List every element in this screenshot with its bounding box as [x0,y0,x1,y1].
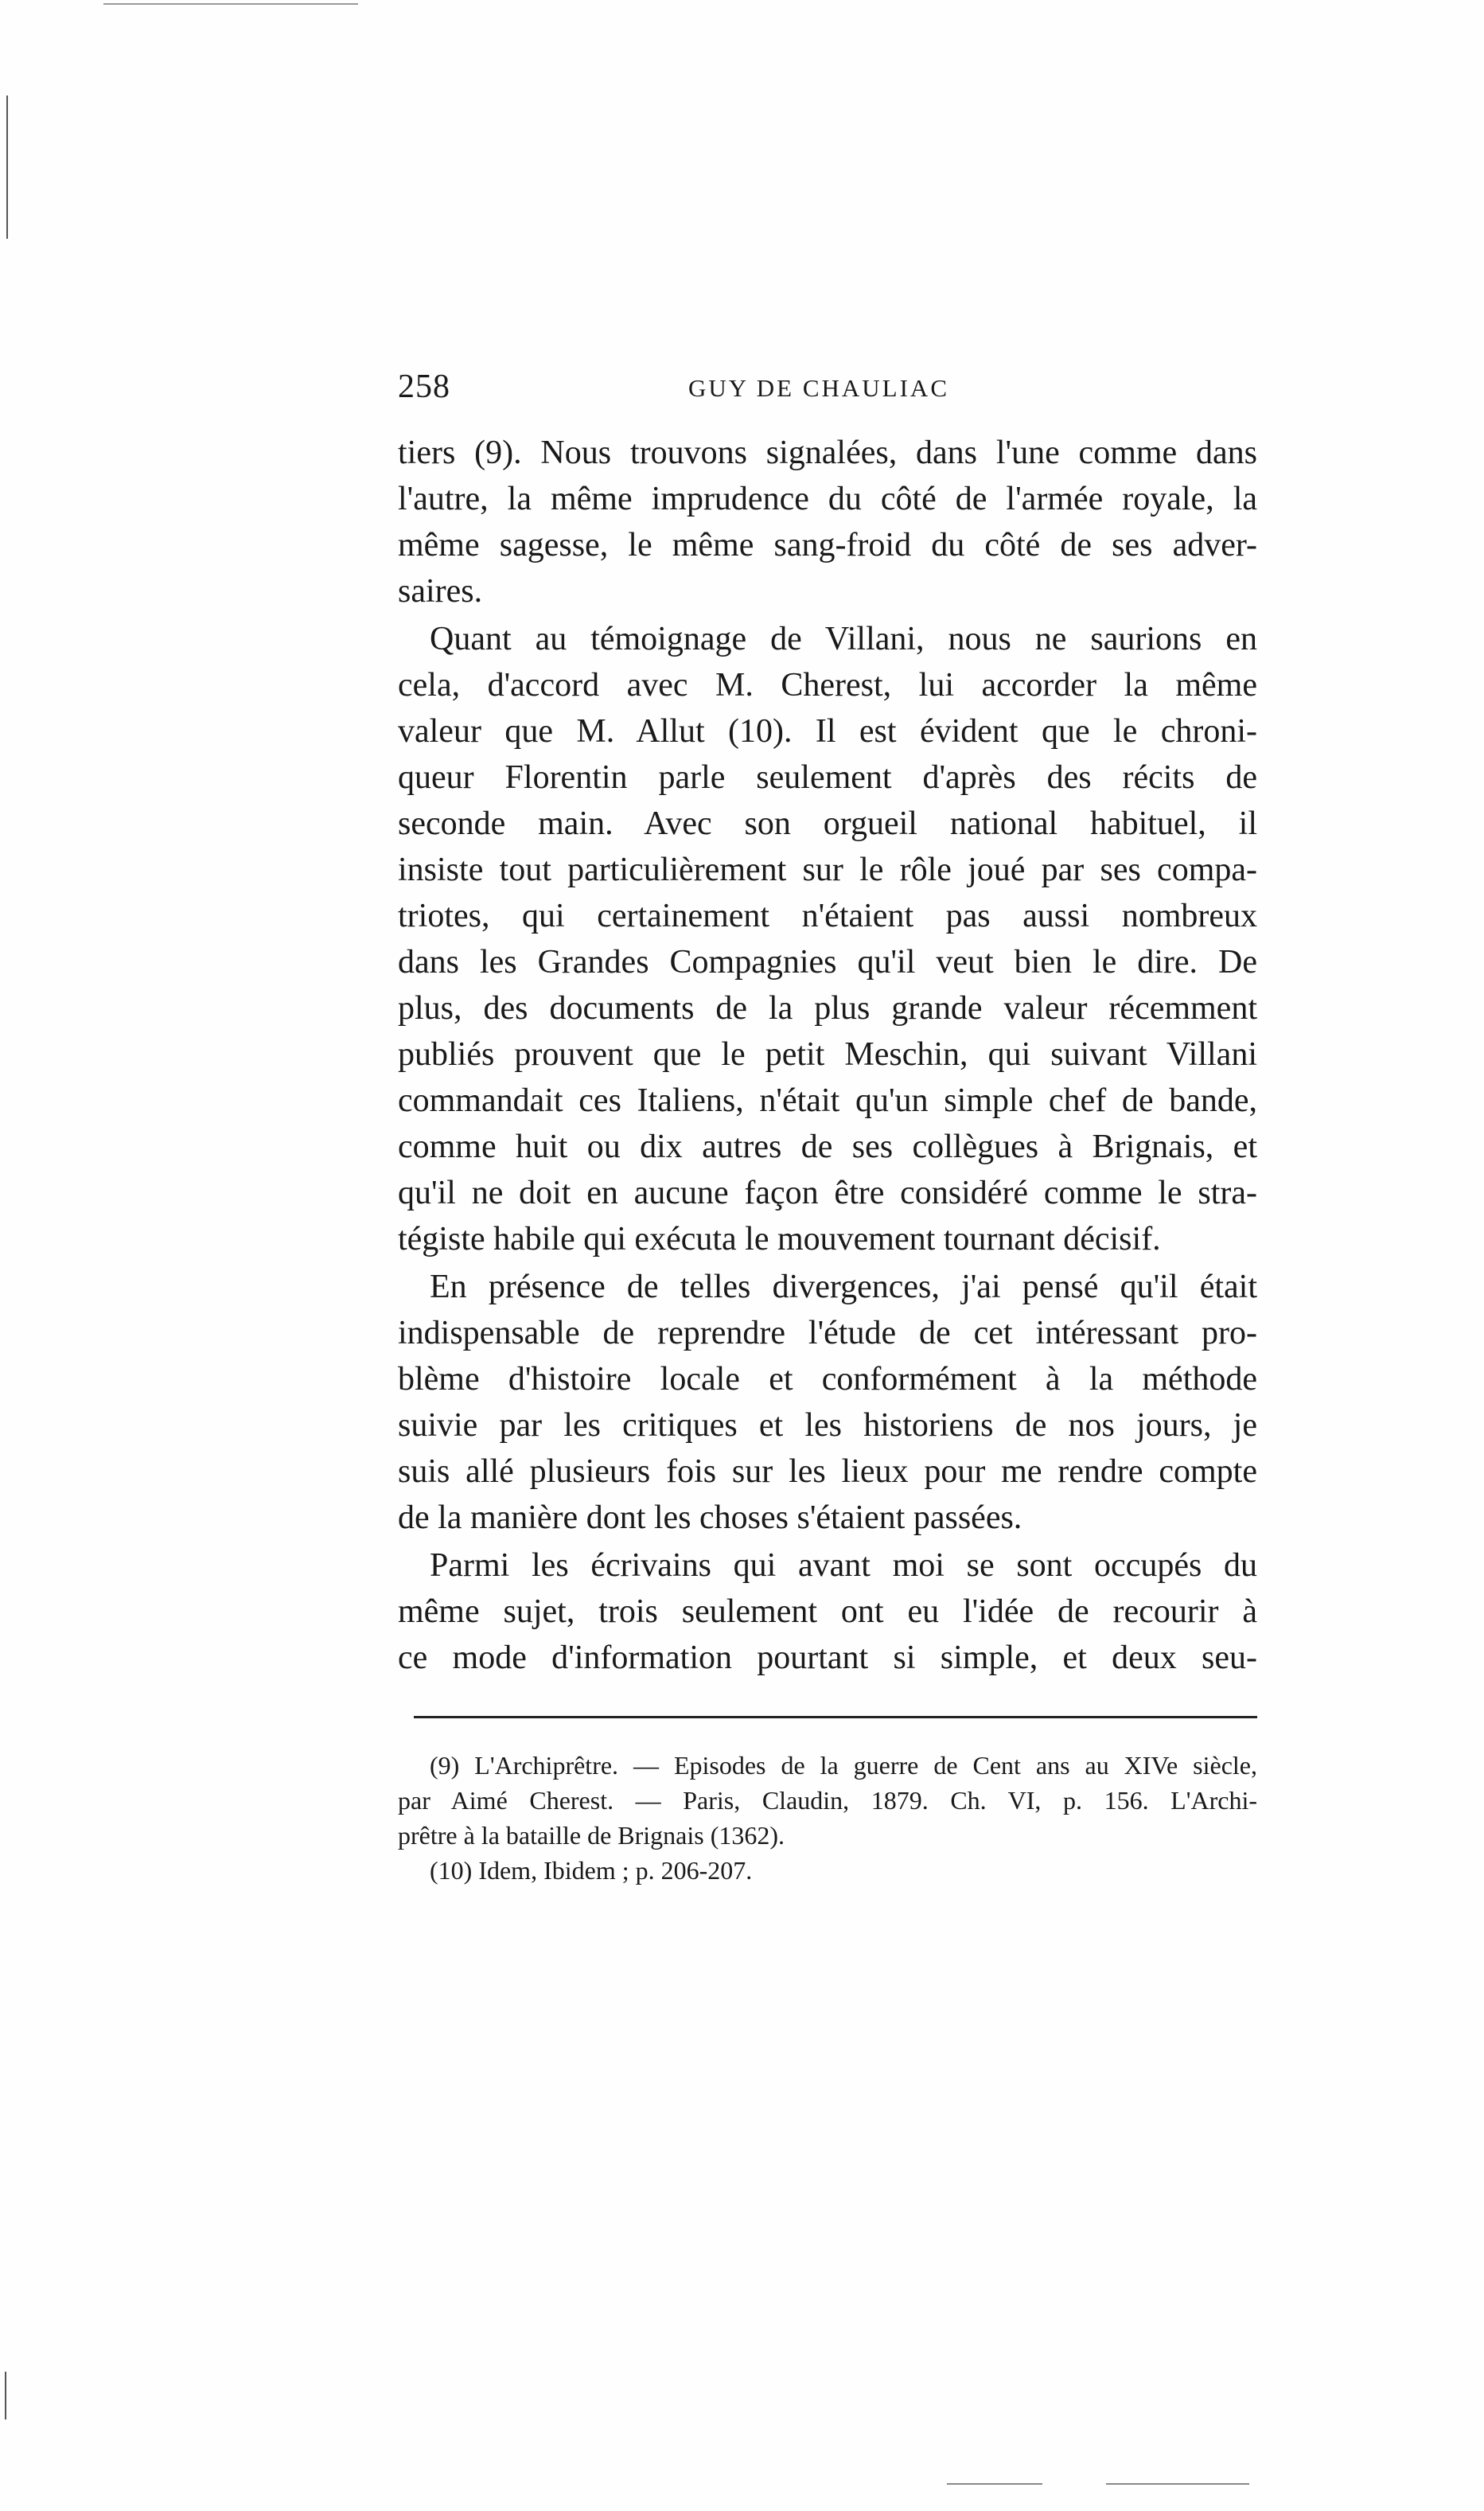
scan-edge-mark [6,96,8,239]
footnote-line: (9) L'Archiprêtre. — Episodes de la guerre de Cent ans au XIVe siècle, [430,1751,1257,1780]
text-line: qu'il ne doit en aucune façon être considéré comme le stra- [398,1175,1257,1211]
text-line: l'autre, la même imprudence du côté de l'armée royale, la [398,481,1257,517]
text-line: indispensable de reprendre l'étude de cet intéressant pro- [398,1315,1257,1351]
text-line: valeur que M. Allut (10). Il est évident que le chroni- [398,713,1257,750]
text-line: publiés prouvent que le petit Meschin, qui suivant Villani [398,1036,1257,1073]
footnotes [398,1748,1257,1888]
scan-edge-mark [103,3,358,5]
scan-edge-mark [947,2483,1042,2485]
footnote-line: prêtre à la bataille de Brignais (1362). [398,1821,785,1850]
text-line: insiste tout particulièrement sur le rôle joué par ses compa- [398,852,1257,888]
page-header [398,368,1257,415]
footnote-line: (10) Idem, Ibidem ; p. 206-207. [430,1856,753,1885]
text-line: seconde main. Avec son orgueil national habituel, il [398,805,1257,842]
text-line: blème d'histoire locale et conformément à la méthode [398,1361,1257,1398]
scan-edge-mark [5,2372,6,2419]
text-line: commandait ces Italiens, n'était qu'un simple chef de bande, [398,1082,1257,1119]
text-line: Quant au témoignage de Villani, nous ne saurions en [430,621,1257,657]
text-line: même sujet, trois seulement ont eu l'idée de recourir à [398,1593,1257,1630]
text-line: dans les Grandes Compagnies qu'il veut bien le dire. De [398,944,1257,981]
text-line: même sagesse, le même sang-froid du côté de ses adver- [398,527,1257,563]
text-line: cela, d'accord avec M. Cherest, lui accorder la même [398,667,1257,704]
text-line: tiers (9). Nous trouvons signalées, dans l'une comme dans [398,435,1257,471]
page-number: 258 [398,368,450,405]
scan-edge-mark [1106,2483,1249,2485]
text-line: suis allé plusieurs fois sur les lieux pour me rendre compte [398,1453,1257,1490]
text-line: ce mode d'information pourtant si simple, et deux seu- [398,1640,1257,1676]
text-line: tégiste habile qui exécuta le mouvement tournant décisif. [398,1221,1161,1257]
text-line: En présence de telles divergences, j'ai pensé qu'il était [430,1269,1257,1305]
text-line: plus, des documents de la plus grande valeur récemment [398,990,1257,1027]
running-title: GUY DE CHAULIAC [688,374,949,402]
text-line: queur Florentin parle seulement d'après des récits de [398,759,1257,796]
text-line: saires. [398,573,483,610]
text-line: triotes, qui certainement n'étaient pas aussi nombreux [398,898,1257,934]
text-line: de la manière dont les choses s'étaient passées. [398,1499,1022,1536]
text-line: suivie par les critiques et les historiens de nos jours, je [398,1407,1257,1444]
footnote-separator [414,1716,1257,1718]
footnote-line: par Aimé Cherest. — Paris, Claudin, 1879. Ch. VI, p. 156. L'Archi- [398,1786,1257,1815]
text-line: Parmi les écrivains qui avant moi se sont occupés du [430,1547,1257,1584]
text-line: comme huit ou dix autres de ses collègues à Brignais, et [398,1129,1257,1165]
main-text [398,430,1257,1681]
